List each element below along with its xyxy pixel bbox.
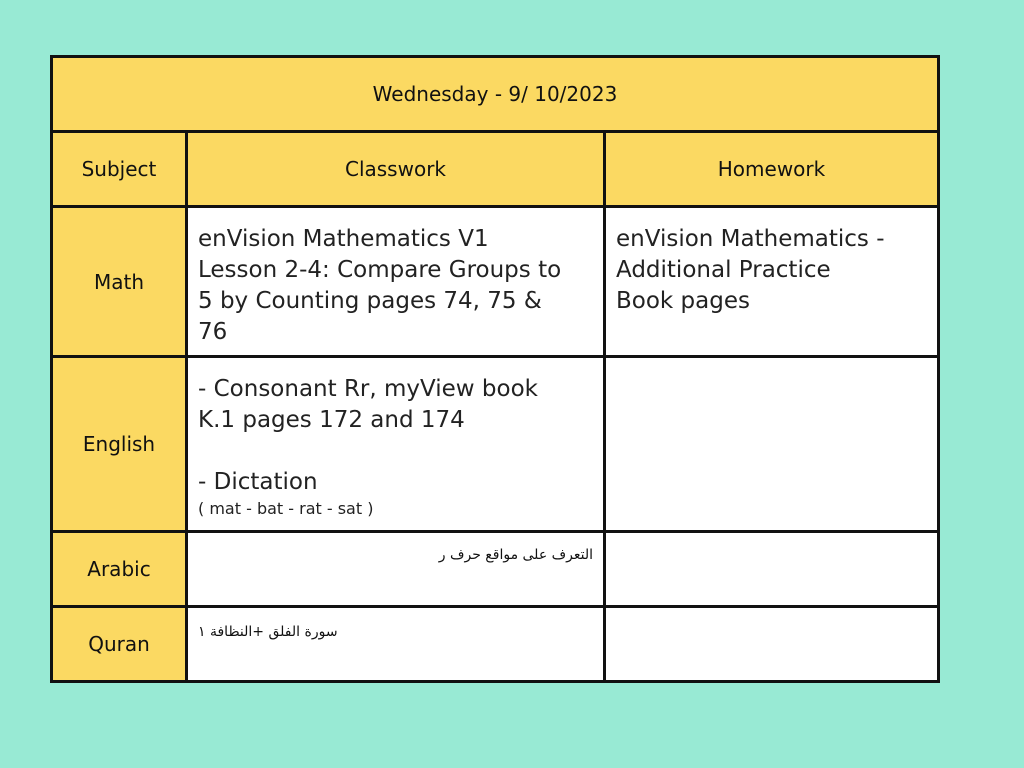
subject-label: English	[82, 432, 156, 456]
classwork-line: 76	[198, 319, 228, 345]
column-header-homework	[606, 133, 937, 208]
classwork-line: 5 by Counting pages 74, 75 &	[198, 288, 542, 314]
subject-cell-english	[53, 358, 188, 533]
classwork-line: - Consonant Rr, myView book	[198, 376, 538, 402]
subject-cell-math	[53, 208, 188, 358]
subject-label: Math	[93, 269, 145, 294]
homework-schedule-table	[50, 55, 940, 683]
homework-line: enVision Mathematics -	[616, 226, 885, 252]
arabic-classwork-text: التعرف على مواقع حرف ر	[438, 547, 593, 563]
subject-cell-quran	[53, 608, 188, 680]
column-header-subject-label: Subject	[81, 157, 157, 181]
subject-label: Quran	[88, 632, 150, 656]
dictation-words: ( mat - bat - rat - sat )	[198, 499, 374, 518]
homework-line: Book pages	[616, 288, 750, 314]
column-header-classwork-label: Classwork	[344, 157, 446, 181]
column-header-classwork	[188, 133, 606, 208]
date-header	[53, 58, 937, 133]
homework-cell-math	[606, 208, 937, 358]
classwork-cell-arabic	[188, 533, 606, 608]
dictation-line: - Dictation	[198, 469, 318, 495]
date-title: Wednesday - 9/ 10/2023	[372, 82, 618, 106]
homework-cell-arabic	[606, 533, 937, 608]
homework-cell-english	[606, 358, 937, 533]
homework-line: Additional Practice	[616, 257, 831, 283]
column-header-subject	[53, 133, 188, 208]
classwork-cell-math	[188, 208, 606, 358]
column-header-homework-label: Homework	[717, 157, 826, 181]
classwork-line: Lesson 2-4: Compare Groups to	[198, 257, 562, 283]
subject-label: Arabic	[87, 557, 151, 581]
classwork-line: enVision Mathematics V1	[198, 226, 489, 252]
classwork-line: K.1 pages 172 and 174	[198, 407, 465, 433]
classwork-cell-english	[188, 358, 606, 533]
quran-classwork-text: سورة الفلق +النظافة ١	[198, 624, 338, 640]
classwork-cell-quran	[188, 608, 606, 680]
subject-cell-arabic	[53, 533, 188, 608]
homework-cell-quran	[606, 608, 937, 680]
